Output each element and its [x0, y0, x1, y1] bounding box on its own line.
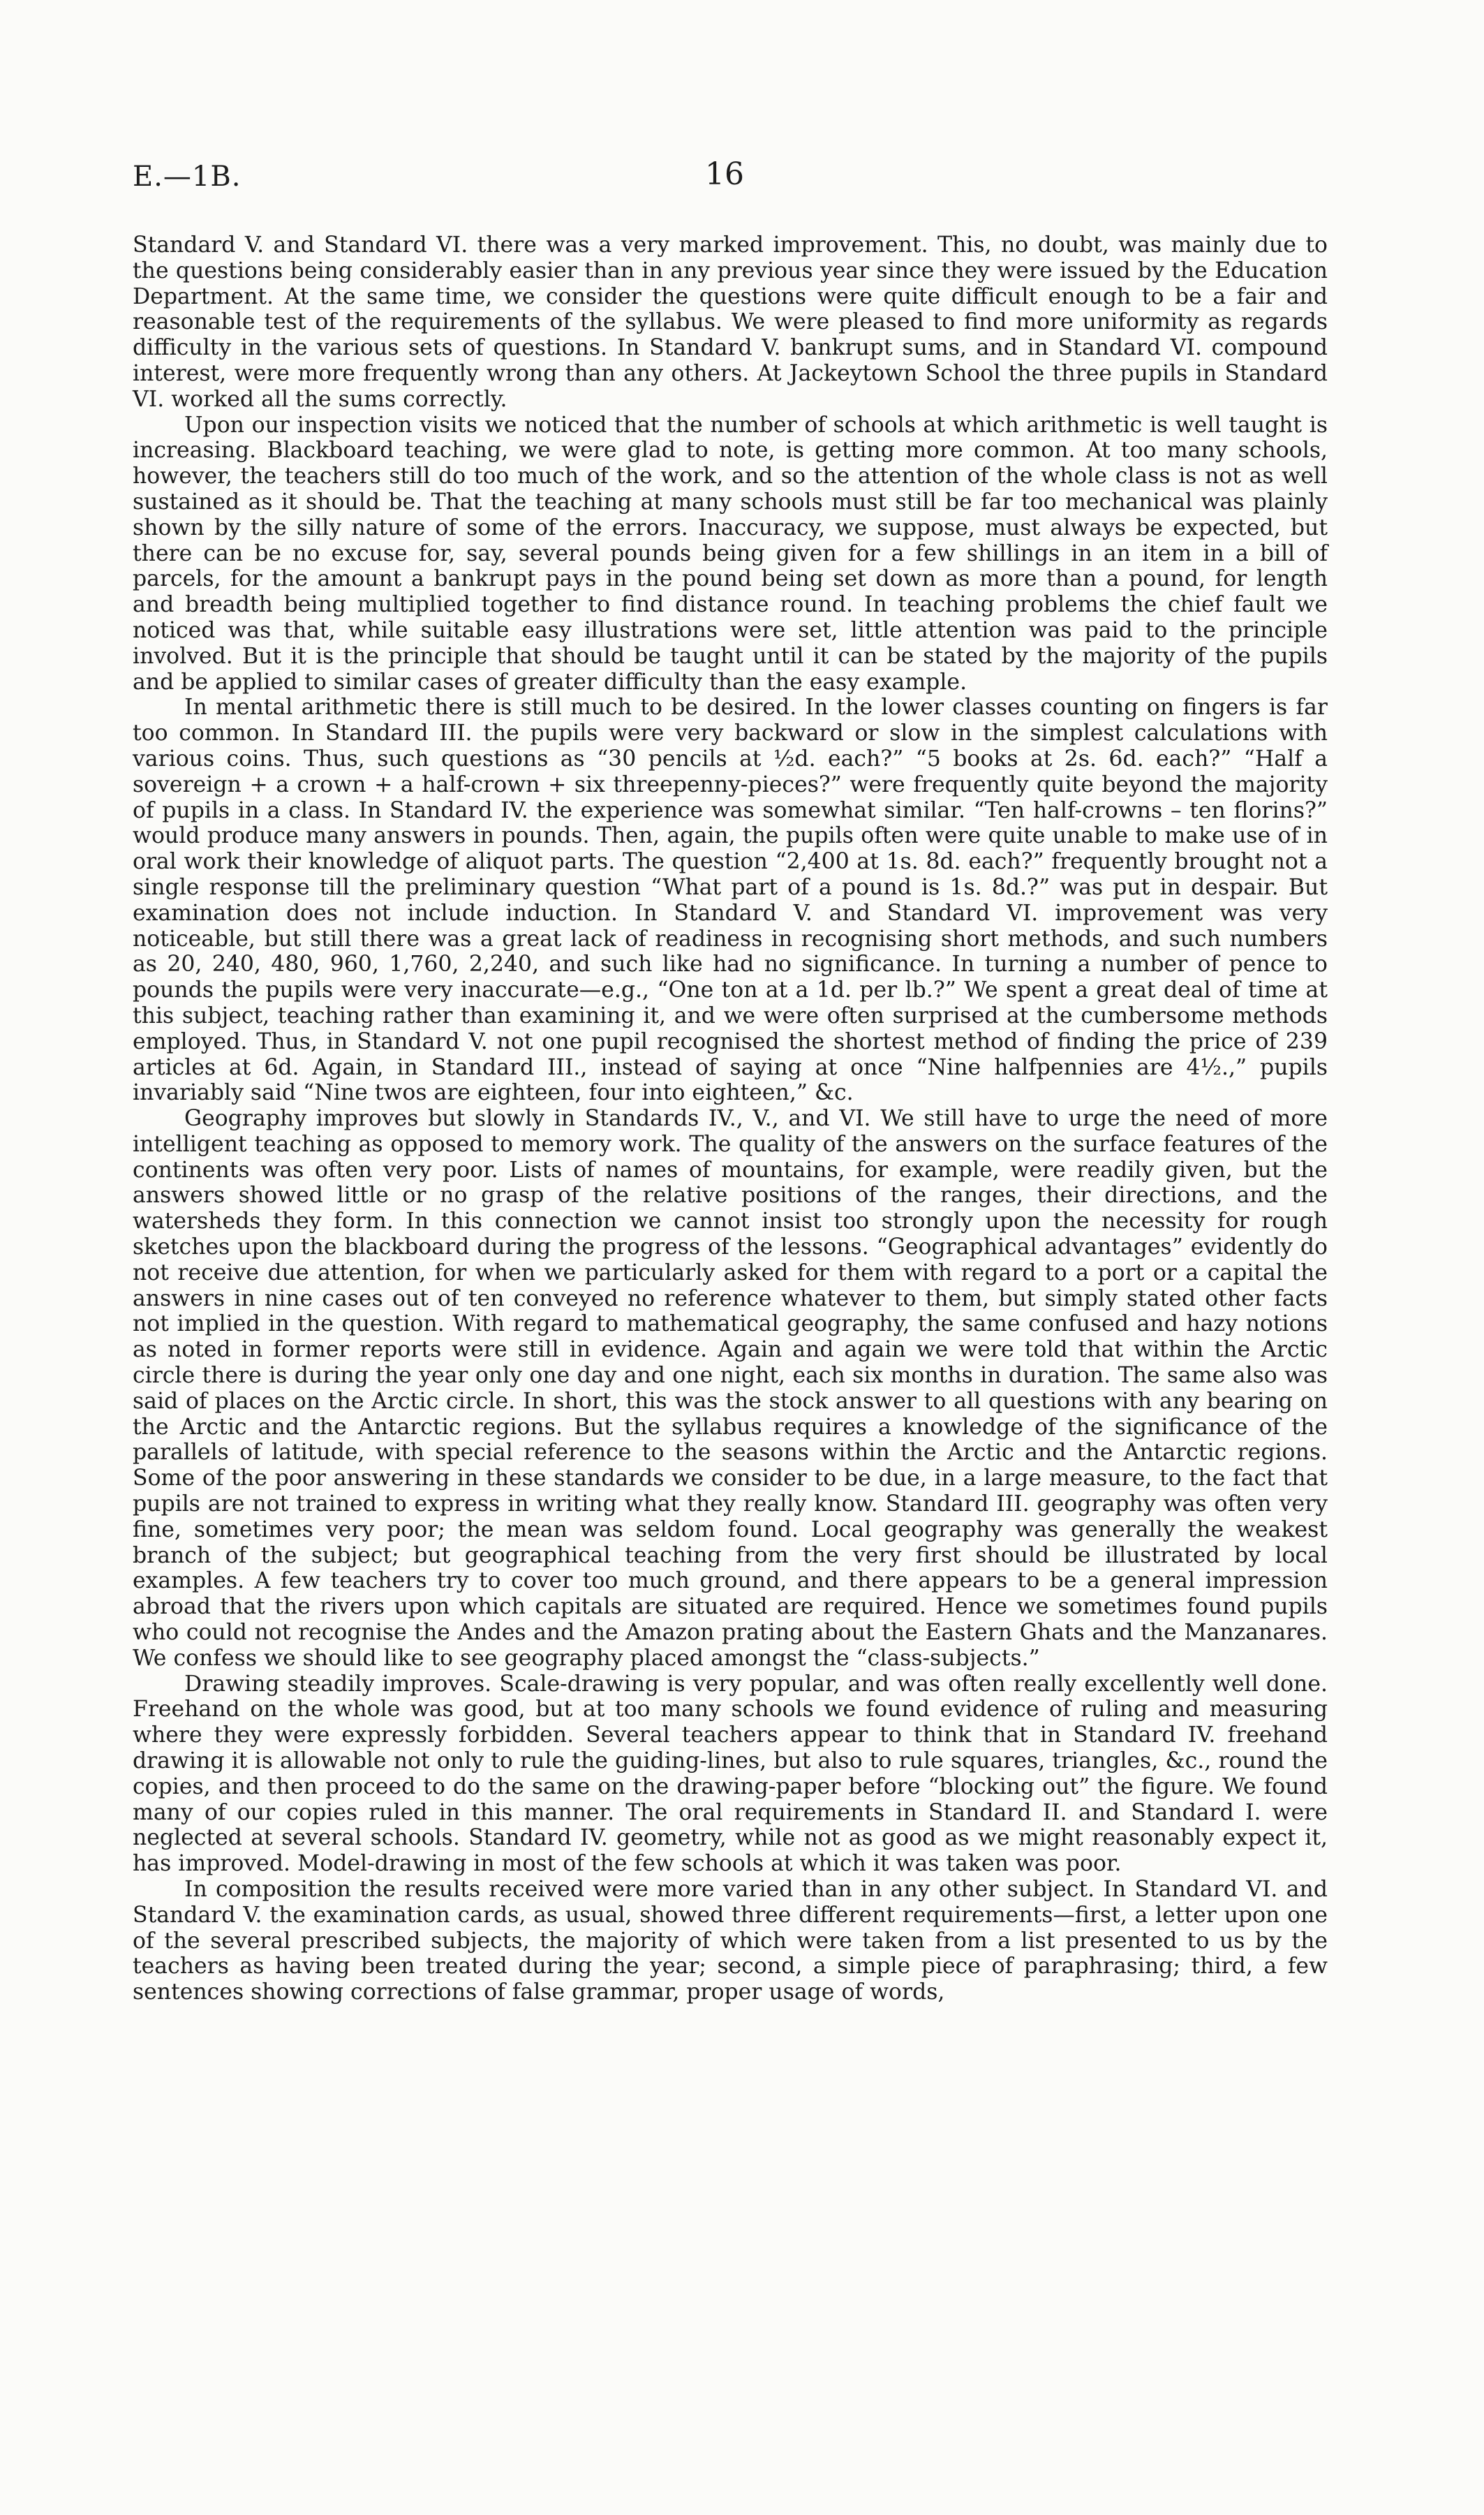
paragraph-geography: Geography improves but slowly in Standards IV., V., and VI. We still have to urge the need of more intelligent teaching as opposed to memory work. The quality of the answers on the surface features of the continents was often very poor. Lists of names of mountains, for example, were readily given, but the answers showed little or no grasp of the relative positions of the ranges, their directions, and the watersheds they form. In this connection we cannot insist too strongly upon the necessity for rough sketches upon the blackboard during the progress of the lessons. “Geographical advantages” evidently do not receive due attention, for when we particularly asked for them with regard to a port or a capital the answers in nine cases out of ten conveyed no reference whatever to them, but simply stated other facts not implied in the question. With regard to mathematical geography, the same confused and hazy notions as noted in former reports were still in evidence. Again and again we were told that within the Arctic circle there is during the year only one day and one night, each six months in duration. The same also was said of places on the Arctic circle. In short, this was the stock answer to all questions with any bearing on the Arctic and the Antarctic regions. But the syllabus requires a knowledge of the significance of the parallels of latitude, with special reference to the seasons within the Arctic and the Antarctic regions. Some of the poor answering in these standards we consider to be due, in a large measure, to the fact that pupils are not trained to express in writing what they really know. Standard III. geography was often very fine, sometimes very poor; the mean was seldom found. Local geography was generally the weakest branch of the subject; but geographical teaching from the very first should be illustrated by local examples. A few teachers try to cover too much ground, and there appears to be a general impression abroad that the rivers upon which capitals are situated are required. Hence we sometimes found pupils who could not recognise the Andes and the Amazon prating about the Eastern Ghats and the Manzanares. We confess we should like to see geography placed amongst the “class-subjects.”	[133, 1106, 1328, 1671]
body-text	[133, 233, 1328, 2005]
paragraph-mental-arithmetic: In mental arithmetic there is still much to be desired. In the lower classes counting on fingers is far too common. In Standard III. the pupils were very backward or slow in the simplest calculations with various coins. Thus, such questions as “30 pencils at ½d. each?” “5 books at 2s. 6d. each?” “Half a sovereign + a crown + a half-crown + six threepenny-pieces?” were frequently quite beyond the majority of pupils in a class. In Standard IV. the experience was somewhat similar. “Ten half-crowns – ten florins?” would produce many answers in pounds. Then, again, the pupils often were quite unable to make use of in oral work their knowledge of aliquot parts. The question “2,400 at 1s. 8d. each?” frequently brought not a single response till the preliminary question “What part of a pound is 1s. 8d.?” was put in despair. But examination does not include induction. In Standard V. and Standard VI. improvement was very noticeable, but still there was a great lack of readiness in recognising short methods, and such numbers as 20, 240, 480, 960, 1,760, 2,240, and such like had no significance. In turning a number of pence to pounds the pupils were very inaccurate—e.g., “One ton at a 1d. per lb.?” We spent a great deal of time at this subject, teaching rather than examining it, and we were often surprised at the cumbersome methods employed. Thus, in Standard V. not one pupil recognised the shortest method of finding the price of 239 articles at 6d. Again, in Standard III., instead of saying at once “Nine halfpennies are 4½.,” pupils invariably said “Nine twos are eighteen, four into eighteen,” &c.	[133, 695, 1328, 1106]
page-header	[133, 156, 1319, 202]
document-code: E.—1B.	[133, 161, 242, 193]
paragraph-arithmetic-teaching: Upon our inspection visits we noticed that the number of schools at which arithmetic is well taught is increasing. Blackboard teaching, we were glad to note, is getting more common. At too many schools, however, the teachers still do too much of the work, and so the attention of the whole class is not as well sustained as it should be. That the teaching at many schools must still be far too mechanical was plainly shown by the silly nature of some of the errors. Inaccuracy, we suppose, must always be expected, but there can be no excuse for, say, several pounds being given for a few shillings in an item in a bill of parcels, for the amount a bankrupt pays in the pound being set down as more than a pound, for length and breadth being multiplied together to find distance round. In teaching problems the chief fault we noticed was that, while suitable easy illustrations were set, little attention was paid to the principle involved. But it is the principle that should be taught until it can be stated by the majority of the pupils and be applied to similar cases of greater difficulty than the easy example.	[133, 412, 1328, 695]
paragraph-composition: In composition the results received were more varied than in any other subject. In Standard VI. and Standard V. the examination cards, as usual, showed three different requirements—first, a letter upon one of the several prescribed subjects, the majority of which were taken from a list presented to us by the teachers as having been treated during the year; second, a simple piece of paraphrasing; third, a few sentences showing corrections of false grammar, proper usage of words,	[133, 1877, 1328, 2005]
paragraph-arithmetic-results: Standard V. and Standard VI. there was a very marked improvement. This, no doubt, was mainly due to the questions being considerably easier than in any previous year since they were issued by the Education Department. At the same time, we consider the questions were quite difficult enough to be a fair and reasonable test of the requirements of the syllabus. We were pleased to find more uniformity as regards difficulty in the various sets of questions. In Standard V. bankrupt sums, and in Standard VI. compound interest, were more frequently wrong than any others. At Jackeytown School the three pupils in Standard VI. worked all the sums correctly.	[133, 233, 1328, 412]
page-number: 16	[705, 156, 744, 192]
paragraph-drawing: Drawing steadily improves. Scale-drawing is very popular, and was often really excellently well done. Freehand on the whole was good, but at too many schools we found evidence of ruling and measuring where they were expressly forbidden. Several teachers appear to think that in Standard IV. freehand drawing it is allowable not only to rule the guiding-lines, but also to rule squares, triangles, &c., round the copies, and then proceed to do the same on the drawing-paper before “blocking out” the figure. We found many of our copies ruled in this manner. The oral requirements in Standard II. and Standard I. were neglected at several schools. Standard IV. geometry, while not as good as we might reasonably expect it, has improved. Model-drawing in most of the few schools at which it was taken was poor.	[133, 1671, 1328, 1877]
